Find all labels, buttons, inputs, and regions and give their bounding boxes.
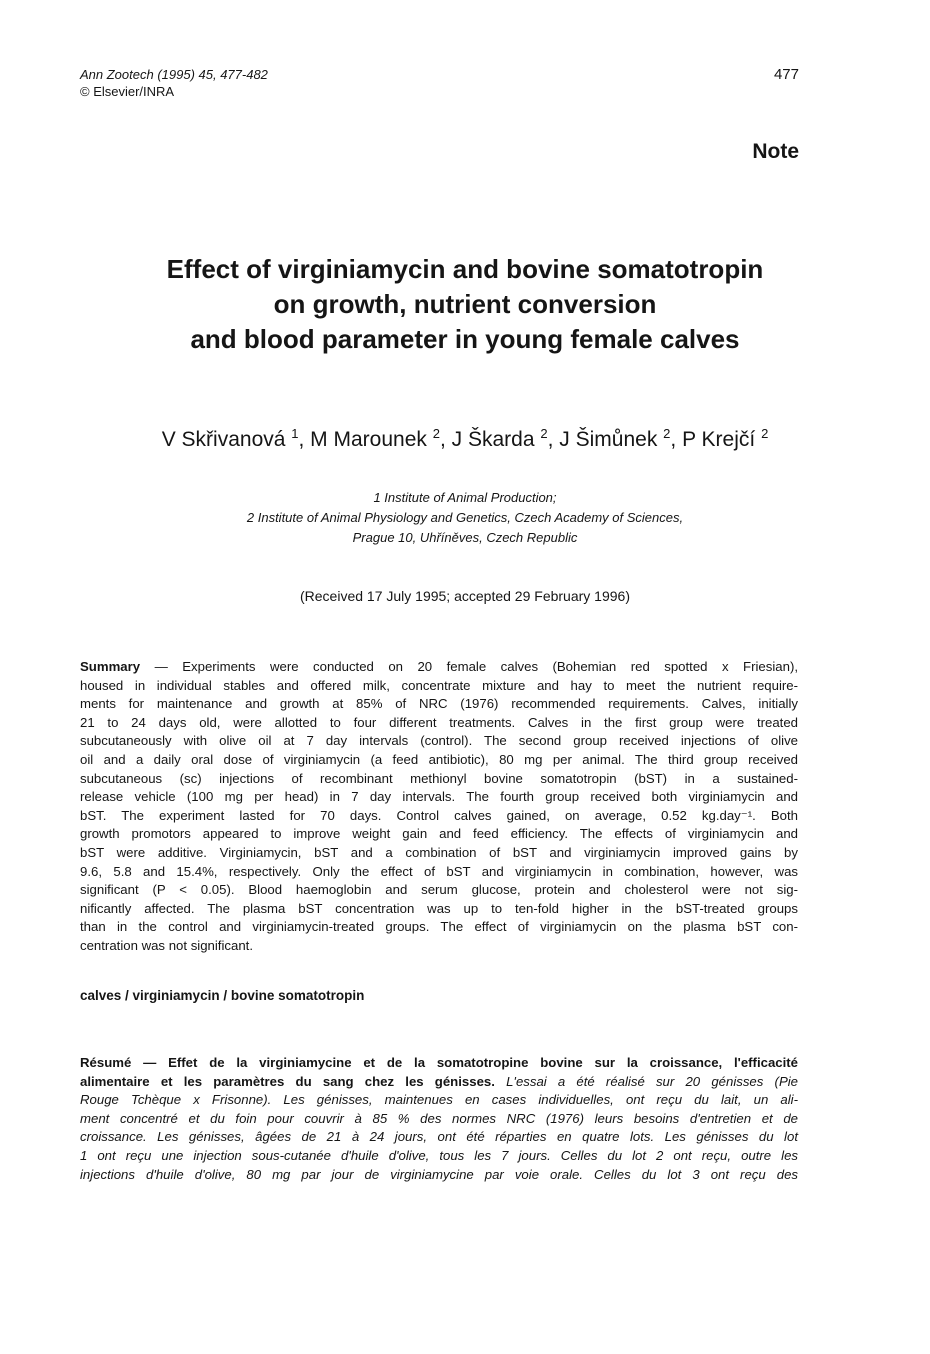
author-name: , M Marounek <box>298 428 427 451</box>
resume-line: 1 ont reçu une injection sous-cutanée d'huile d'olive, tous les 7 jours. Celles du lot 2 ont reçu, outre les <box>80 1147 798 1163</box>
abstract-line: oil and a daily oral dose of virginiamycin (a feed antibiotic), 80 mg per animal. The third group received <box>80 751 798 767</box>
abstract-line: subcutaneously with olive oil at 7 day intervals (control). The second group received injections of olive <box>80 733 798 749</box>
resume-text: L'essai a été réalisé sur 20 génisses (Pie <box>494 1073 798 1089</box>
affiliation-marker: 2 <box>540 426 548 441</box>
summary-label: Summary <box>80 659 141 674</box>
abstract-line: bST. The experiment lasted for 70 days. Control calves gained, on average, 0.52 kg.day⁻¹. Both <box>80 807 798 823</box>
page-number: 477 <box>773 66 799 83</box>
abstract-line: centration was not significant. <box>80 937 253 953</box>
abstract-line <box>80 658 798 677</box>
affiliation-marker: 2 <box>432 426 440 441</box>
affiliation-line: 2 Institute of Animal Physiology and Genetics, Czech Academy of Sciences, <box>246 510 684 525</box>
resume-line: Rouge Tchèque x Frisonne). Les génisses, maintenues en cases individuelles, ont reçu du lait, un ali- <box>80 1092 798 1108</box>
abstract-line: housed in individual stables and offered milk, concentrate mixture and hay to meet the nutrient require- <box>80 677 798 693</box>
title-line: and blood parameter in young female calves <box>190 324 740 354</box>
resume-line: ment concentré et du foin pour couvrir à 85 % des normes NRC (1976) leurs besoins d'entretien et de <box>80 1110 798 1126</box>
resume-line: croissance. Les génisses, âgées de 21 à 24 jours, ont été réparties en quatre lots. Les génisses du lot <box>80 1129 798 1145</box>
affiliation-marker: 2 <box>761 426 769 441</box>
affiliation-marker: 2 <box>663 426 671 441</box>
resume-title: — Effet de la virginiamycine et de la somatotropine bovine sur la croissance, l'efficacité <box>131 1055 798 1070</box>
copyright-line: © Elsevier/INRA <box>80 84 175 99</box>
abstract-line: growth promotors appeared to improve weight gain and feed efficiency. The effects of virginiamycin and <box>80 826 798 842</box>
title-line: on growth, nutrient conversion <box>273 289 657 319</box>
abstract-line: 9.6, 5.8 and 15.4%, respectively. Only the effect of bST and virginiamycin in combination, however, was <box>80 863 798 879</box>
abstract-line: bST were additive. Virginiamycin, bST and a combination of bST and virginiamycin improved gains by <box>80 844 798 860</box>
received-dates: (Received 17 July 1995; accepted 29 February 1996) <box>300 588 630 604</box>
author-name: , J Škarda <box>439 428 535 451</box>
summary-abstract <box>80 658 798 956</box>
abstract-text: — Experiments were conducted on 20 female calves (Bohemian red spotted x Friesian), <box>140 659 798 674</box>
resume-abstract <box>80 1054 798 1184</box>
affiliation-line: 1 Institute of Animal Production; <box>373 490 557 505</box>
resume-line <box>80 1054 798 1073</box>
keywords: calves / virginiamycin / bovine somatotropin <box>80 988 365 1003</box>
resume-label: Résumé <box>80 1055 132 1070</box>
affiliation-marker: 1 <box>291 426 299 441</box>
abstract-line: subcutaneous (sc) injections of recombinant methionyl bovine somatotropin (bST) in a sustained- <box>80 770 798 786</box>
author-list <box>80 426 850 452</box>
resume-title: alimentaire et les paramètres du sang chez les génisses. <box>80 1073 495 1089</box>
resume-line <box>80 1073 798 1092</box>
resume-line: injections d'huile d'olive, 80 mg par jour de virginiamycine par voie orale. Celles du lot 3 ont reçu des <box>80 1166 798 1182</box>
abstract-line: than in the control and virginiamycin-treated groups. The effect of virginiamycin on the plasma bST con- <box>80 919 798 935</box>
author-name: , J Šimůnek <box>547 428 658 451</box>
paper-title <box>80 252 850 357</box>
abstract-line: 21 to 24 days old, were allotted to four different treatments. Calves in the first group were treated <box>80 714 798 730</box>
author-name: , P Krejčí <box>670 428 756 451</box>
abstract-line: ments for maintenance and growth at 85% of NRC (1976) recommended requirements. Calves, initially <box>80 696 798 712</box>
journal-citation: Ann Zootech (1995) 45, 477-482 <box>80 67 268 82</box>
title-line: Effect of virginiamycin and bovine somatotropin <box>166 254 764 284</box>
abstract-line: significant (P < 0.05). Blood haemoglobin and serum glucose, protein and cholesterol were not sig- <box>80 882 798 898</box>
abstract-line: nificantly affected. The plasma bST concentration was up to ten-fold higher in the bST-treated groups <box>80 900 798 916</box>
abstract-line: release vehicle (100 mg per head) in 7 day intervals. The fourth group received both virginiamycin and <box>80 789 798 805</box>
author-name: V Skřivanová <box>161 428 286 451</box>
affiliation-line: Prague 10, Uhříněves, Czech Republic <box>352 530 578 545</box>
affiliations <box>80 488 850 548</box>
article-type-label: Note <box>752 140 799 163</box>
